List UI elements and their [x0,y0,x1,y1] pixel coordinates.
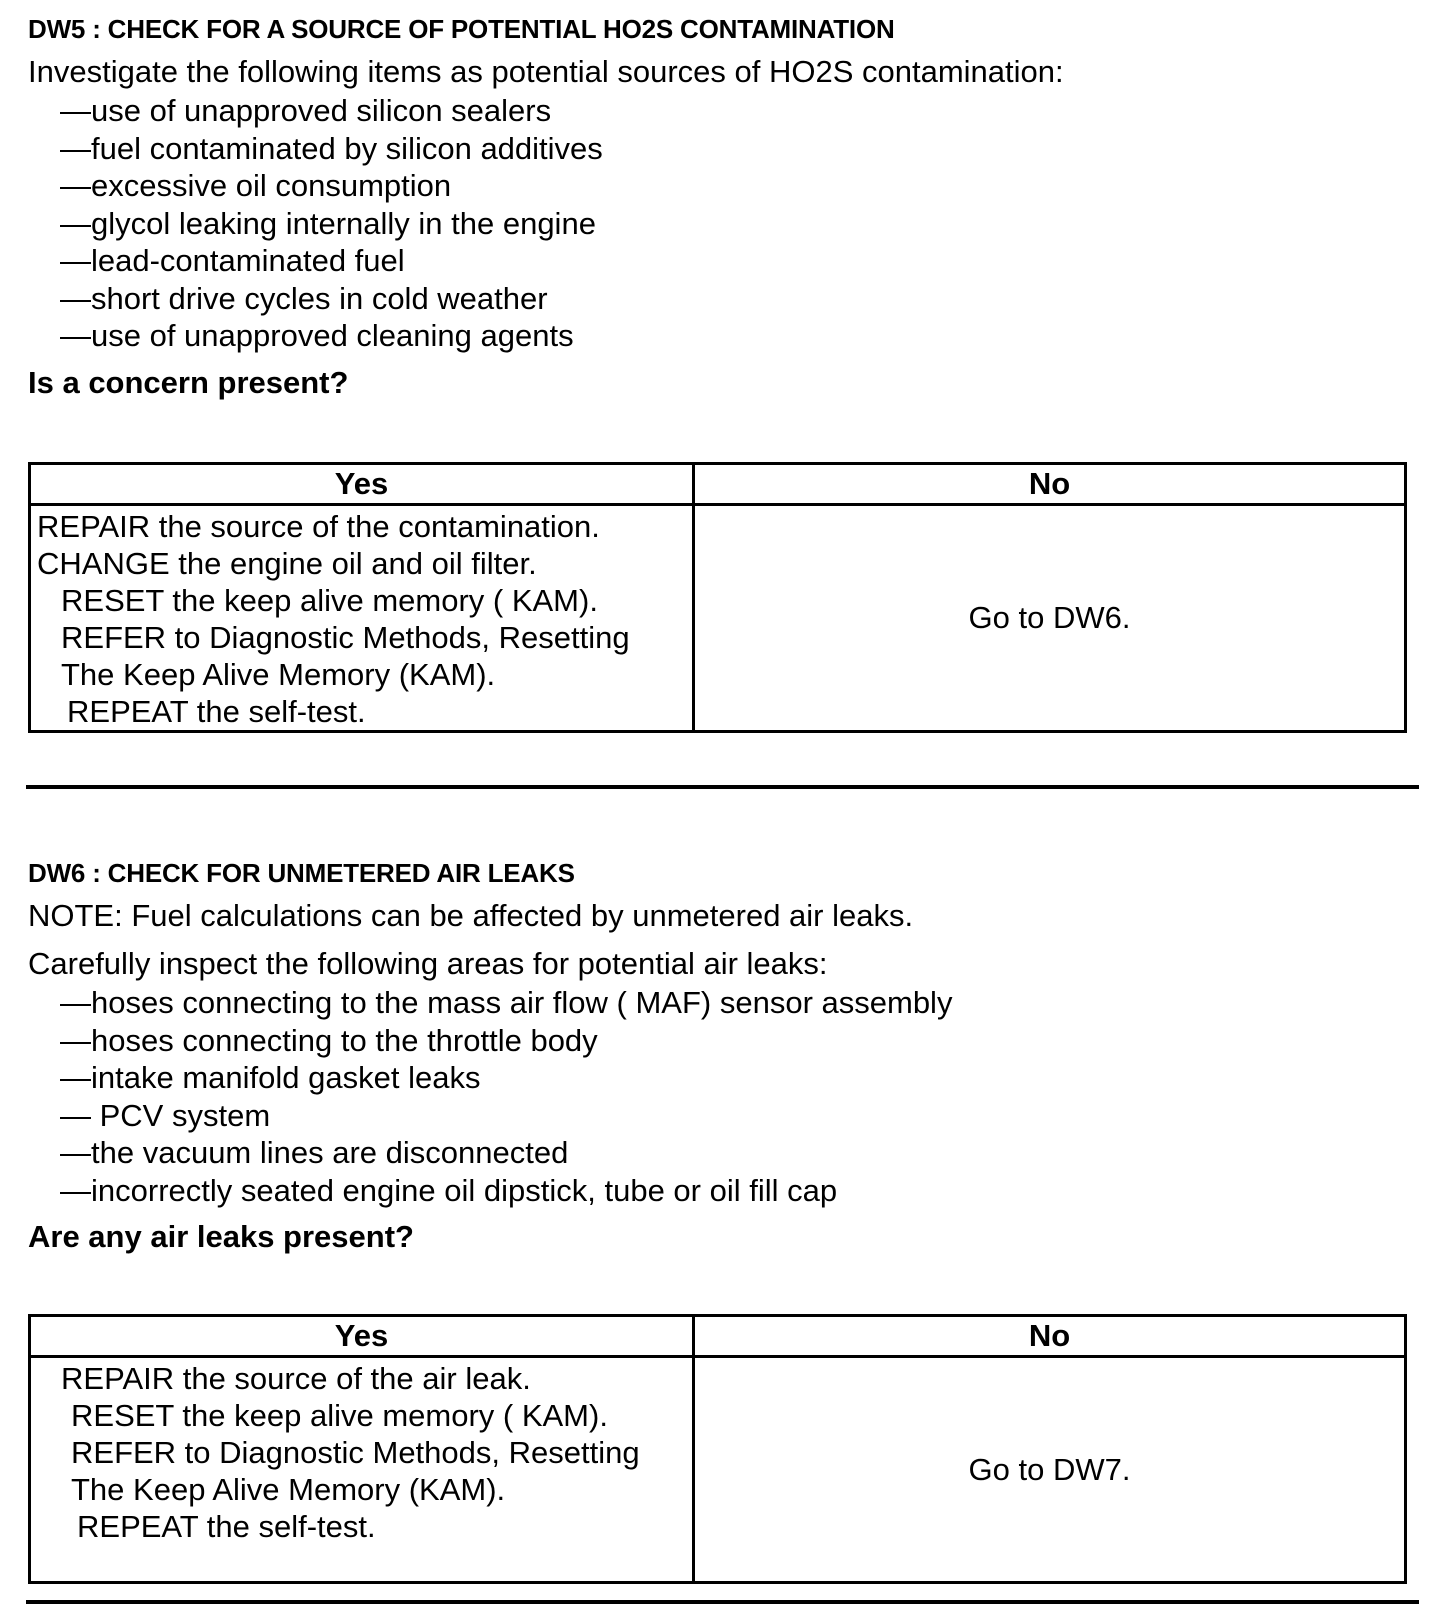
decision-table [28,462,1407,733]
table-header-row [30,464,1406,505]
no-action-cell: Go to DW7. [694,1357,1406,1583]
contamination-source-list [28,92,1428,355]
action-line: The Keep Alive Memory (KAM). [71,1472,506,1507]
action-line: REFER to Diagnostic Methods, Resetting [71,1435,640,1470]
step-title: DW6 : CHECK FOR UNMETERED AIR LEAKS [28,858,575,888]
action-line: RESET the keep alive memory ( KAM). [61,583,598,618]
yes-header: Yes [30,464,694,505]
list-item: —use of unapproved silicon sealers [60,93,552,128]
list-item: —hoses connecting to the mass air flow ( MAF) sensor assembly [60,985,953,1020]
step-dw5 [28,12,1428,729]
step-question: Is a concern present? [28,364,349,400]
step-note: NOTE: Fuel calculations can be affected by unmetered air leaks. [28,898,914,933]
list-item: —glycol leaking internally in the engine [60,205,596,241]
no-header: No [694,464,1406,505]
list-item: —hoses connecting to the throttle body [60,1022,598,1058]
yes-action-cell [30,505,694,732]
action-line: REFER to Diagnostic Methods, Resetting [61,620,630,655]
step-dw6 [28,856,1428,1544]
list-item: — PCV system [60,1097,271,1133]
table-header-row [30,1316,1406,1357]
list-item: —excessive oil consumption [60,168,452,203]
yes-header: Yes [30,1316,694,1357]
yes-action-cell [30,1357,694,1583]
list-item: —incorrectly seated engine oil dipstick, tube or oil fill cap [60,1172,838,1208]
action-line: RESET the keep alive memory ( KAM). [71,1398,608,1433]
step-title: DW5 : CHECK FOR A SOURCE OF POTENTIAL HO2S CONTAMINATION [28,14,895,44]
no-header: No [694,1316,1406,1357]
list-item: —use of unapproved cleaning agents [60,318,574,353]
step-question: Are any air leaks present? [28,1219,414,1254]
table-row [30,1357,1406,1583]
section-divider [26,785,1419,789]
action-line: REPAIR the source of the air leak. [61,1361,531,1396]
list-item: —intake manifold gasket leaks [60,1060,481,1095]
table-row [30,505,1406,732]
step-intro: Carefully inspect the following areas for potential air leaks: [28,946,828,981]
action-line: The Keep Alive Memory (KAM). [61,657,496,692]
list-item: —fuel contaminated by silicon additives [60,130,603,166]
decision-table [28,1314,1407,1584]
action-line: REPEAT the self-test. [77,1509,376,1544]
action-line: REPAIR the source of the contamination. [37,509,600,544]
action-line: REPEAT the self-test. [67,694,366,729]
section-divider [26,1600,1419,1604]
list-item: —the vacuum lines are disconnected [60,1135,569,1170]
list-item: —lead-contaminated fuel [60,243,405,278]
action-line: CHANGE the engine oil and oil filter. [37,546,537,581]
no-action-cell: Go to DW6. [694,505,1406,732]
step-intro: Investigate the following items as potential sources of HO2S contamination: [28,54,1064,89]
list-item: —short drive cycles in cold weather [60,280,548,316]
air-leak-area-list [28,984,1428,1209]
